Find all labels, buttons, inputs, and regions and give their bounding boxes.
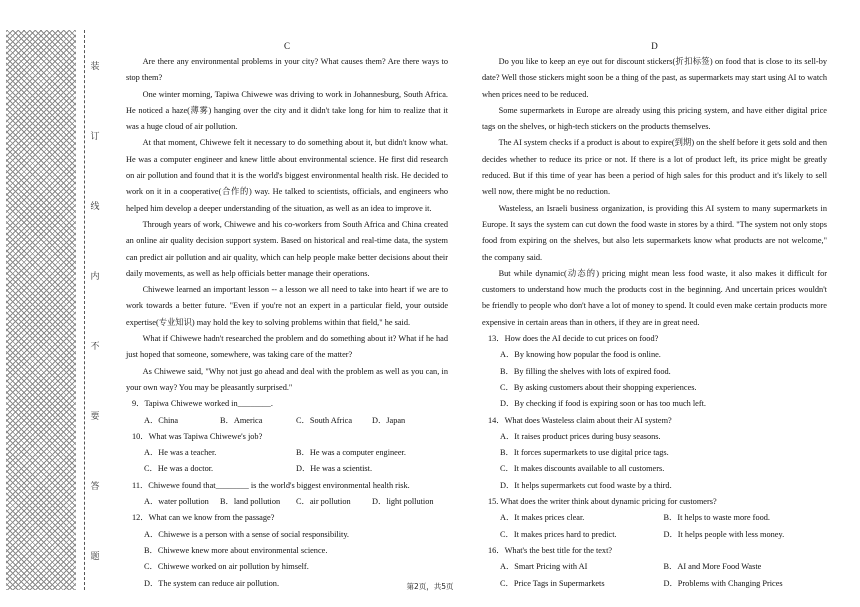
option-a: A．China bbox=[144, 415, 179, 425]
paragraph: Do you like to keep an eye out for discount stickers(折扣标签) on food that is close to its sell-by date? Well those stickers might soon be a thing of the past, as supermarkets may start using AI to watch when prices need to be reduced. bbox=[482, 57, 827, 99]
option-c: C．It makes discounts available to all customers. bbox=[500, 464, 665, 474]
binding-char: 装 bbox=[90, 61, 100, 72]
paragraph: Wasteless, an Israeli business organization, is providing this AI system to many supermarkets in Europe. It says the system can cut down the food waste in stores by a third. "The system not only stops food from expiring on the shelves, but also lets supermarkets know what products are not welcome," the company said. bbox=[482, 203, 827, 262]
question-14 bbox=[482, 413, 827, 494]
option-b: B．AI and More Food Waste bbox=[663, 562, 762, 572]
option-b: B．He was a computer engineer. bbox=[296, 448, 406, 458]
passage-d bbox=[482, 40, 827, 592]
option-d: D．It helps people with less money. bbox=[663, 529, 785, 539]
question-stem: 10．What was Tapiwa Chiwewe's job? bbox=[132, 431, 263, 441]
binding-char: 订 bbox=[90, 131, 100, 142]
question-12 bbox=[126, 510, 448, 591]
option-b: B．land pollution bbox=[220, 497, 281, 507]
question-stem: 9．Tapiwa Chiwewe worked in________. bbox=[132, 399, 273, 409]
option-c: C．Chiwewe worked on air pollution by himself. bbox=[144, 562, 309, 572]
question-11 bbox=[126, 478, 448, 511]
paragraph: Some supermarkets in Europe are already using this pricing system, and have either digital price tags on the shelves, or high-tech stickers on the products themselves. bbox=[482, 105, 827, 132]
binding-char: 答 bbox=[90, 481, 100, 492]
option-b: B．America bbox=[220, 415, 263, 425]
question-stem: 14．What does Wasteless claim about their AI system? bbox=[488, 415, 672, 425]
option-d: D．By checking if food is expiring soon or has too much left. bbox=[500, 399, 707, 409]
paragraph: Through years of work, Chiwewe and his co-workers from South Africa and China created an online air quality decision support system. Based on historical and real-time data, the system can predict air pollution and air quality, which can help people make better decisions about their daily movements, as well as help officials better manage their operations. bbox=[126, 219, 448, 278]
option-d: D．Problems with Changing Prices bbox=[663, 578, 783, 588]
question-stem: 12．What can we know from the passage? bbox=[132, 513, 275, 523]
binding-char: 内 bbox=[90, 271, 100, 282]
binding-dashed-line bbox=[84, 30, 85, 590]
option-a: A．Smart Pricing with AI bbox=[500, 562, 588, 572]
paragraph: As Chiwewe said, "Why not just go ahead and deal with the problem as well as you can, in your own way? You may be pleasantly surprised." bbox=[126, 366, 448, 392]
binding-pattern bbox=[6, 30, 76, 590]
section-title-d: D bbox=[651, 41, 658, 51]
option-a: A．Chiwewe is a person with a sense of social responsibility. bbox=[144, 529, 350, 539]
option-b: B．It helps to waste more food. bbox=[663, 513, 770, 523]
section-title-c: C bbox=[283, 41, 290, 51]
option-d: D．It helps supermarkets cut food waste by a third. bbox=[500, 480, 672, 490]
option-c: C．It makes prices hard to predict. bbox=[500, 529, 617, 539]
page-number: 第2页，共5页 bbox=[406, 582, 454, 591]
paragraph: One winter morning, Tapiwa Chiwewe was driving to work in Johannesburg, South Africa. He noticed a haze(薄雾) hanging over the city and it didn't take long for him to realize that it was a huge cloud of air pollution. bbox=[126, 89, 448, 132]
question-10 bbox=[126, 429, 448, 478]
option-a: A．It makes prices clear. bbox=[500, 513, 585, 523]
binding-char: 线 bbox=[90, 201, 100, 212]
question-stem: 15. What does the writer think about dynamic pricing for customers? bbox=[488, 497, 717, 507]
option-a: A．He was a teacher. bbox=[144, 448, 217, 458]
option-a: A．water pollution bbox=[144, 497, 209, 507]
option-b: B．It forces supermarkets to use digital price tags. bbox=[500, 448, 669, 458]
question-stem: 13．How does the AI decide to cut prices on food? bbox=[488, 334, 659, 344]
option-d: D．He was a scientist. bbox=[296, 464, 373, 474]
option-b: B．Chiwewe knew more about environmental science. bbox=[144, 545, 328, 555]
binding-char: 不 bbox=[90, 341, 100, 352]
option-d: D．The system can reduce air pollution. bbox=[144, 578, 280, 588]
binding-char: 题 bbox=[90, 551, 100, 562]
option-c: C．He was a doctor. bbox=[144, 464, 214, 474]
question-stem: 11．Chiwewe found that________ is the world's biggest environmental health risk. bbox=[132, 480, 410, 490]
binding-char: 要 bbox=[90, 411, 100, 422]
paragraph: But while dynamic(动态的) pricing might mean less food waste, it also makes it difficult for customers to understand how much the products cost in the beginning. And uncertain prices wouldn't be friendly to people who don't have a lot of money to spend. It could even make certain products more expensive in certain areas than in others, if they are in great need. bbox=[482, 268, 827, 327]
paragraph: Chiwewe learned an important lesson -- a lesson we all need to take into heart if we are to work towards a better future. "Even if you're not an expert in a particular field, your outside expertise(专业知识) may hold the key to solving problems within that field," he said. bbox=[126, 285, 448, 327]
binding-warning bbox=[88, 30, 102, 590]
option-c: C．Price Tags in Supermarkets bbox=[500, 578, 605, 588]
option-c: C．South Africa bbox=[296, 415, 352, 425]
paragraph: The AI system checks if a product is about to expire(到期) on the shelf before it gets sold and then decides whether to reduce its price or not. If there is a lot of product left, its price might be greatly reduced. But if this time of year has been a period of high sales for this product and it's likely to sell well now, there might be no reduction. bbox=[482, 138, 827, 197]
option-c: C．air pollution bbox=[296, 497, 351, 507]
paragraph: Are there any environmental problems in your city? What causes them? Are there ways to stop them? bbox=[126, 57, 448, 83]
question-stem: 16．What's the best title for the text? bbox=[488, 545, 613, 555]
paragraph: What if Chiwewe hadn't researched the problem and do something about it? What if he had just hoped that someone, somewhere, was taking care of the matter? bbox=[126, 334, 448, 360]
option-d: D．Japan bbox=[372, 415, 406, 425]
option-b: B．By filling the shelves with lots of expired food. bbox=[500, 366, 671, 376]
question-9 bbox=[126, 396, 448, 429]
paragraph: At that moment, Chiwewe felt it necessary to do something about it, but didn't know what. He was a computer engineer and knew little about environmental science. He first did research on air pollution and found that it is the world's biggest environmental health risk. He decided to work on it in a cooperative(合作的) way. He talked to scientists, officials, and engineers who helped him develop a deeper understanding of the situation, as well as an idea to improve it. bbox=[126, 138, 448, 213]
question-13 bbox=[482, 331, 827, 412]
passage-c bbox=[126, 40, 448, 592]
option-a: A．It raises product prices during busy seasons. bbox=[500, 431, 661, 441]
option-c: C．By asking customers about their shopping experiences. bbox=[500, 382, 697, 392]
option-d: D．light pollution bbox=[372, 497, 434, 507]
option-a: A．By knowing how popular the food is online. bbox=[500, 350, 661, 360]
question-15 bbox=[482, 494, 827, 543]
